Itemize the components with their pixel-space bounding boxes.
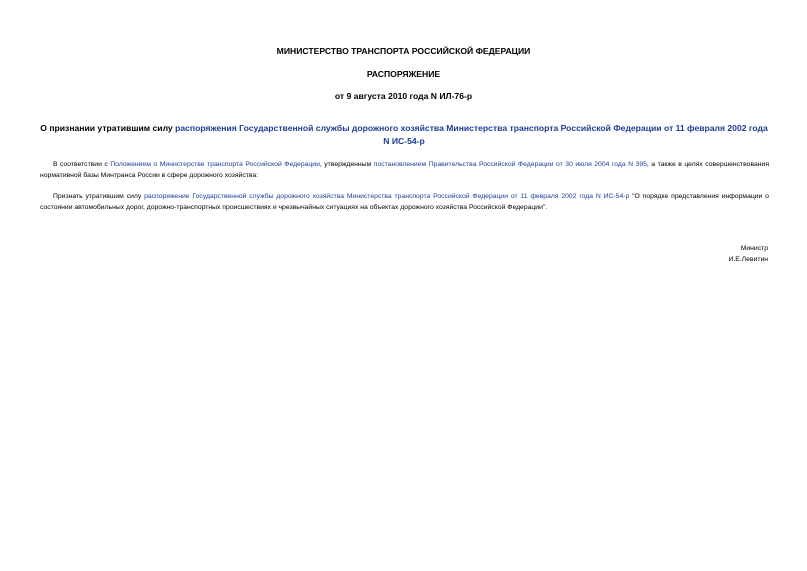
paragraph-basis-text-3: , а также в целях совершенствования нормативной базы Минтранса России в сфере дорожного хозяйства: <box>40 161 770 179</box>
paragraph-basis-text-1: В соответствии с <box>53 161 111 168</box>
paragraph-basis-text-2: , утвержденным <box>319 161 374 168</box>
document-date-number: от 9 августа 2010 года N ИЛ-76-р <box>334 91 473 101</box>
paragraph-decision <box>40 192 769 213</box>
signature-position: Министр <box>740 245 768 252</box>
document-type: РАСПОРЯЖЕНИЕ <box>366 69 441 79</box>
paragraph-basis <box>40 160 769 181</box>
paragraph-decision-text-2: "О порядке представления информации о состоянии автомобильных дорог, дорожно-транспортных происшествиях и чрезвычайных ситуациях на объектах дорожного хозяйства Российской Федерации". <box>40 193 769 211</box>
document-title <box>40 122 768 148</box>
link-revoked-order[interactable]: распоряжение Государственной службы дорожного хозяйства Министерства транспорта Российской Федерации от 11 февраля 2002 года N ИС-54-р <box>144 193 630 200</box>
link-government-resolution[interactable]: постановлением Правительства Российской Федерации от 30 июля 2004 года N 395 <box>373 161 647 168</box>
ministry-heading: МИНИСТЕРСТВО ТРАНСПОРТА РОССИЙСКОЙ ФЕДЕРАЦИИ <box>276 46 531 56</box>
signature-name: И.Е.Левитин <box>728 256 768 263</box>
link-ministry-regulation[interactable]: Положением о Министерстве транспорта Российской Федерации <box>110 161 320 168</box>
paragraph-decision-text-1: Признать утратившим силу <box>53 193 145 200</box>
title-link-revoked-order[interactable]: распоряжения Государственной службы дорожного хозяйства Министерства транспорта Российской Федерации от 11 февраля 2002 года N ИС-54-р <box>175 123 768 146</box>
title-prefix: О признании утратившим силу <box>40 123 176 133</box>
